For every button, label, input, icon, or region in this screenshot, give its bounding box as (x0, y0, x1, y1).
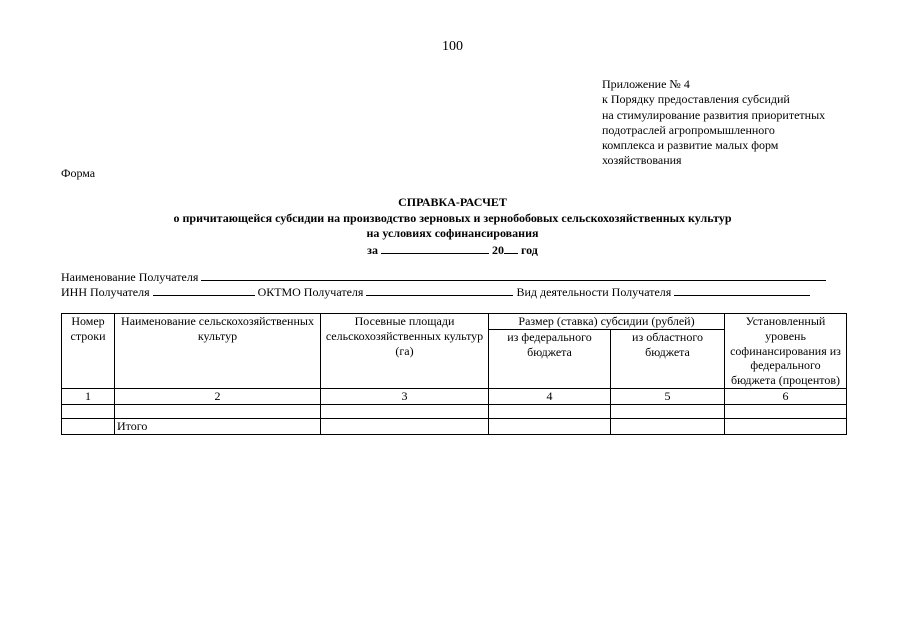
title-line-2: о причитающейся субсидии на производство зерновых и зернобобовых сельскохозяйственных культур (173, 210, 732, 225)
activity-label: Вид деятельности Получателя (516, 285, 672, 299)
header-regional-budget: из областного бюджета (611, 329, 725, 388)
header-row-number: Номер строки (62, 314, 115, 389)
table-row (62, 404, 847, 418)
column-number: 2 (115, 388, 321, 404)
column-number-row (62, 388, 847, 404)
oktmo-label: ОКТМО Получателя (257, 285, 364, 299)
header-crop-name: Наименование сельскохозяйственных культур (115, 314, 321, 389)
title-line-1: СПРАВКА-РАСЧЕТ (398, 195, 507, 209)
inn-blank[interactable] (153, 284, 255, 296)
form-label: Форма (61, 166, 96, 180)
table-cell[interactable] (725, 404, 847, 418)
period-year-prefix: 20 (491, 242, 504, 257)
column-number: 5 (611, 388, 725, 404)
title-period (0, 242, 905, 259)
column-number: 6 (725, 388, 847, 404)
total-row (62, 418, 847, 434)
appendix-line: Приложение № 4 (602, 77, 690, 91)
table-cell[interactable] (321, 404, 489, 418)
appendix-line: хозяйствования (602, 153, 682, 168)
table-header-row (62, 314, 847, 330)
header-sown-area: Посевные площади сельскохозяйственных культур (га) (321, 314, 489, 389)
table-cell[interactable] (62, 404, 115, 418)
table-cell[interactable] (611, 404, 725, 418)
recipient-name-blank[interactable] (201, 269, 826, 281)
period-suffix: год (520, 242, 538, 257)
recipient-name-row (61, 269, 826, 284)
page-number: 100 (442, 39, 463, 54)
table-cell[interactable] (611, 418, 725, 434)
appendix-line: подотраслей агропромышленного (602, 122, 775, 137)
table-cell[interactable] (321, 418, 489, 434)
recipient-codes-row (61, 284, 826, 299)
table-cell[interactable] (62, 418, 115, 434)
table-cell[interactable] (489, 418, 611, 434)
oktmo-blank[interactable] (366, 284, 513, 296)
table-cell[interactable] (489, 404, 611, 418)
header-cofinancing-level: Установленный уровень софинансирования из федерального бюджета (процентов) (725, 314, 847, 389)
column-number: 3 (321, 388, 489, 404)
recipient-name-label: Наименование Получателя (61, 270, 199, 284)
recipient-fields (61, 269, 826, 299)
column-number: 1 (62, 388, 115, 404)
document-title (0, 195, 905, 258)
title-line-3: на условиях софинансирования (366, 226, 539, 240)
inn-label: ИНН Получателя (61, 285, 150, 299)
period-date-blank[interactable] (381, 242, 489, 254)
column-number: 4 (489, 388, 611, 404)
table-cell[interactable] (115, 404, 321, 418)
appendix-block (602, 77, 825, 169)
appendix-line: к Порядку предоставления субсидий (602, 92, 790, 107)
activity-blank[interactable] (674, 284, 810, 296)
period-prefix: за (367, 242, 378, 257)
header-subsidy-rate: Размер (ставка) субсидии (рублей) (489, 314, 725, 330)
appendix-line: комплекса и развитие малых форм (602, 138, 779, 153)
header-federal-budget: из федерального бюджета (489, 329, 611, 388)
subsidy-table (61, 313, 847, 435)
period-year-blank[interactable] (504, 242, 518, 254)
appendix-line: на стимулирование развития приоритетных (602, 107, 826, 122)
table-cell[interactable] (725, 418, 847, 434)
total-label: Итого (115, 418, 321, 434)
